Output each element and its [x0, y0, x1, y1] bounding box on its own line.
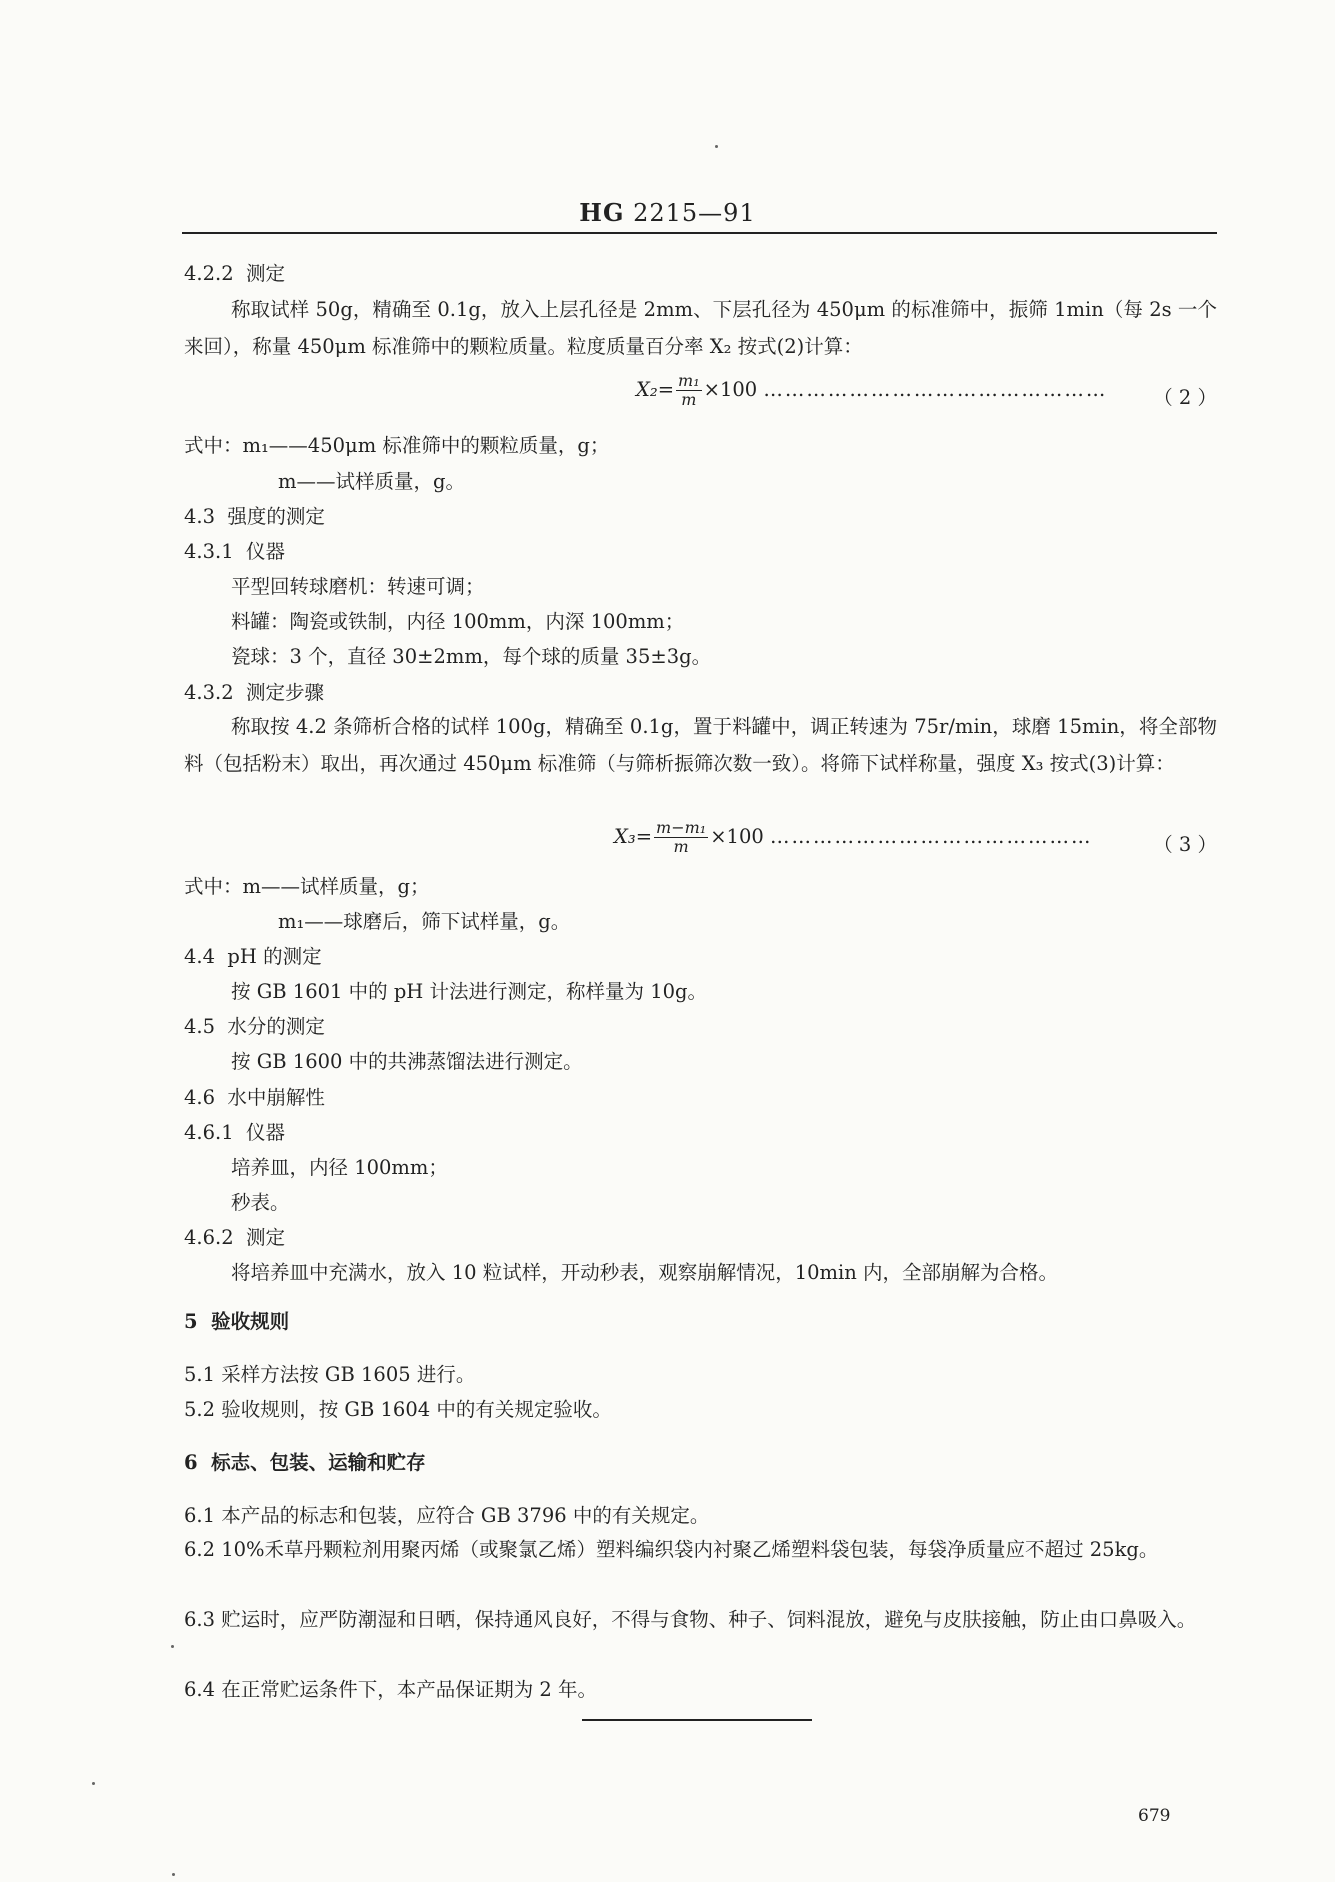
list-item: 培养皿，内径 100mm； [231, 1156, 448, 1179]
heading-4-4: 4.4 pH 的测定 [184, 945, 322, 968]
heading-4-6-2: 4.6.2 测定 [184, 1226, 286, 1249]
closing-rule [582, 1719, 812, 1721]
heading-5: 5 验收规则 [184, 1310, 290, 1333]
heading-4-3-1: 4.3.1 仪器 [184, 540, 286, 563]
heading-4-3: 4.3 强度的测定 [184, 505, 325, 528]
paragraph-4-4: 按 GB 1601 中的 pH 计法进行测定，称样量为 10g。 [231, 980, 708, 1003]
equation-2-number: （ 2 ） [1153, 386, 1217, 409]
paragraph-4-3-2: 称取按 4.2 条筛析合格的试样 100g，精确至 0.1g，置于料罐中，调正转速为 75r/min，球磨 15min，将全部物料（包括粉末）取出，再次通过 450μm 标准筛（与筛析振筛次数一致）。将筛下试样称量，强度 X₃ 按式(3)计算： [184, 715, 1217, 775]
paragraph-6-4: 6.4 在正常贮运条件下，本产品保证期为 2 年。 [184, 1678, 598, 1701]
where-3-line-1: 式中：m——试样质量，g； [184, 875, 430, 898]
where-3-line-2: m₁——球磨后，筛下试样量，g。 [278, 910, 571, 933]
list-item: 秒表。 [231, 1191, 290, 1214]
heading-4-3-2: 4.3.2 测定步骤 [184, 681, 325, 704]
paragraph-5-1: 5.1 采样方法按 GB 1605 进行。 [184, 1363, 476, 1386]
equation-3: X₃= $\frac{\text{m−m₁}}{m}$ ×100 ……………………………………… [614, 818, 1093, 856]
list-item: 料罐：陶瓷或铁制，内径 100mm，内深 100mm； [231, 610, 685, 633]
list-item: 瓷球：3 个，直径 30±2mm，每个球的质量 35±3g。 [231, 645, 712, 668]
heading-4-6-1: 4.6.1 仪器 [184, 1121, 286, 1144]
paragraph-5-2: 5.2 验收规则，按 GB 1604 中的有关规定验收。 [184, 1398, 612, 1421]
standard-number: 2215—91 [633, 199, 756, 227]
page-number: 679 [1138, 1806, 1171, 1826]
scan-speck [172, 1873, 175, 1876]
scan-speck [171, 1645, 174, 1648]
paragraph-6-2: 6.2 10%禾草丹颗粒剂用聚丙烯（或聚氯乙烯）塑料编织袋内衬聚乙烯塑料袋包装，每袋净质量应不超过 25kg。 [184, 1538, 1159, 1561]
equation-3-number: （ 3 ） [1153, 833, 1217, 856]
page-header [0, 198, 1335, 227]
header-rule [182, 232, 1217, 234]
heading-4-5: 4.5 水分的测定 [184, 1015, 325, 1038]
equation-2: X₂= $\frac{\text{m₁}}{m}$ ×100 ………………………………………… [636, 371, 1108, 409]
where-2-line-1: 式中：m₁——450μm 标准筛中的颗粒质量，g； [184, 434, 610, 457]
standard-code: HG [579, 198, 625, 227]
paragraph-4-2-2: 称取试样 50g，精确至 0.1g，放入上层孔径是 2mm、下层孔径为 450μm 的标准筛中，振筛 1min（每 2s 一个来回），称量 450μm 标准筛中的颗粒质量。粒度质量百分率 X₂ 按式(2)计算： [184, 298, 1217, 358]
where-2-line-2: m——试样质量，g。 [278, 470, 465, 493]
scan-speck [715, 145, 718, 148]
heading-4-2-2: 4.2.2 测定 [184, 262, 286, 285]
heading-4-6: 4.6 水中崩解性 [184, 1086, 325, 1109]
paragraph-6-1: 6.1 本产品的标志和包装，应符合 GB 3796 中的有关规定。 [184, 1504, 710, 1527]
list-item: 平型回转球磨机：转速可调； [231, 575, 485, 598]
scan-speck [92, 1782, 95, 1785]
heading-6: 6 标志、包装、运输和贮存 [184, 1451, 426, 1474]
paragraph-4-5: 按 GB 1600 中的共沸蒸馏法进行测定。 [231, 1050, 583, 1073]
paragraph-6-3: 6.3 贮运时，应严防潮湿和日晒，保持通风良好，不得与食物、种子、饲料混放，避免与皮肤接触，防止由口鼻吸入。 [184, 1608, 1197, 1631]
paragraph-4-6-2: 将培养皿中充满水，放入 10 粒试样，开动秒表，观察崩解情况，10min 内，全部崩解为合格。 [231, 1261, 1059, 1284]
